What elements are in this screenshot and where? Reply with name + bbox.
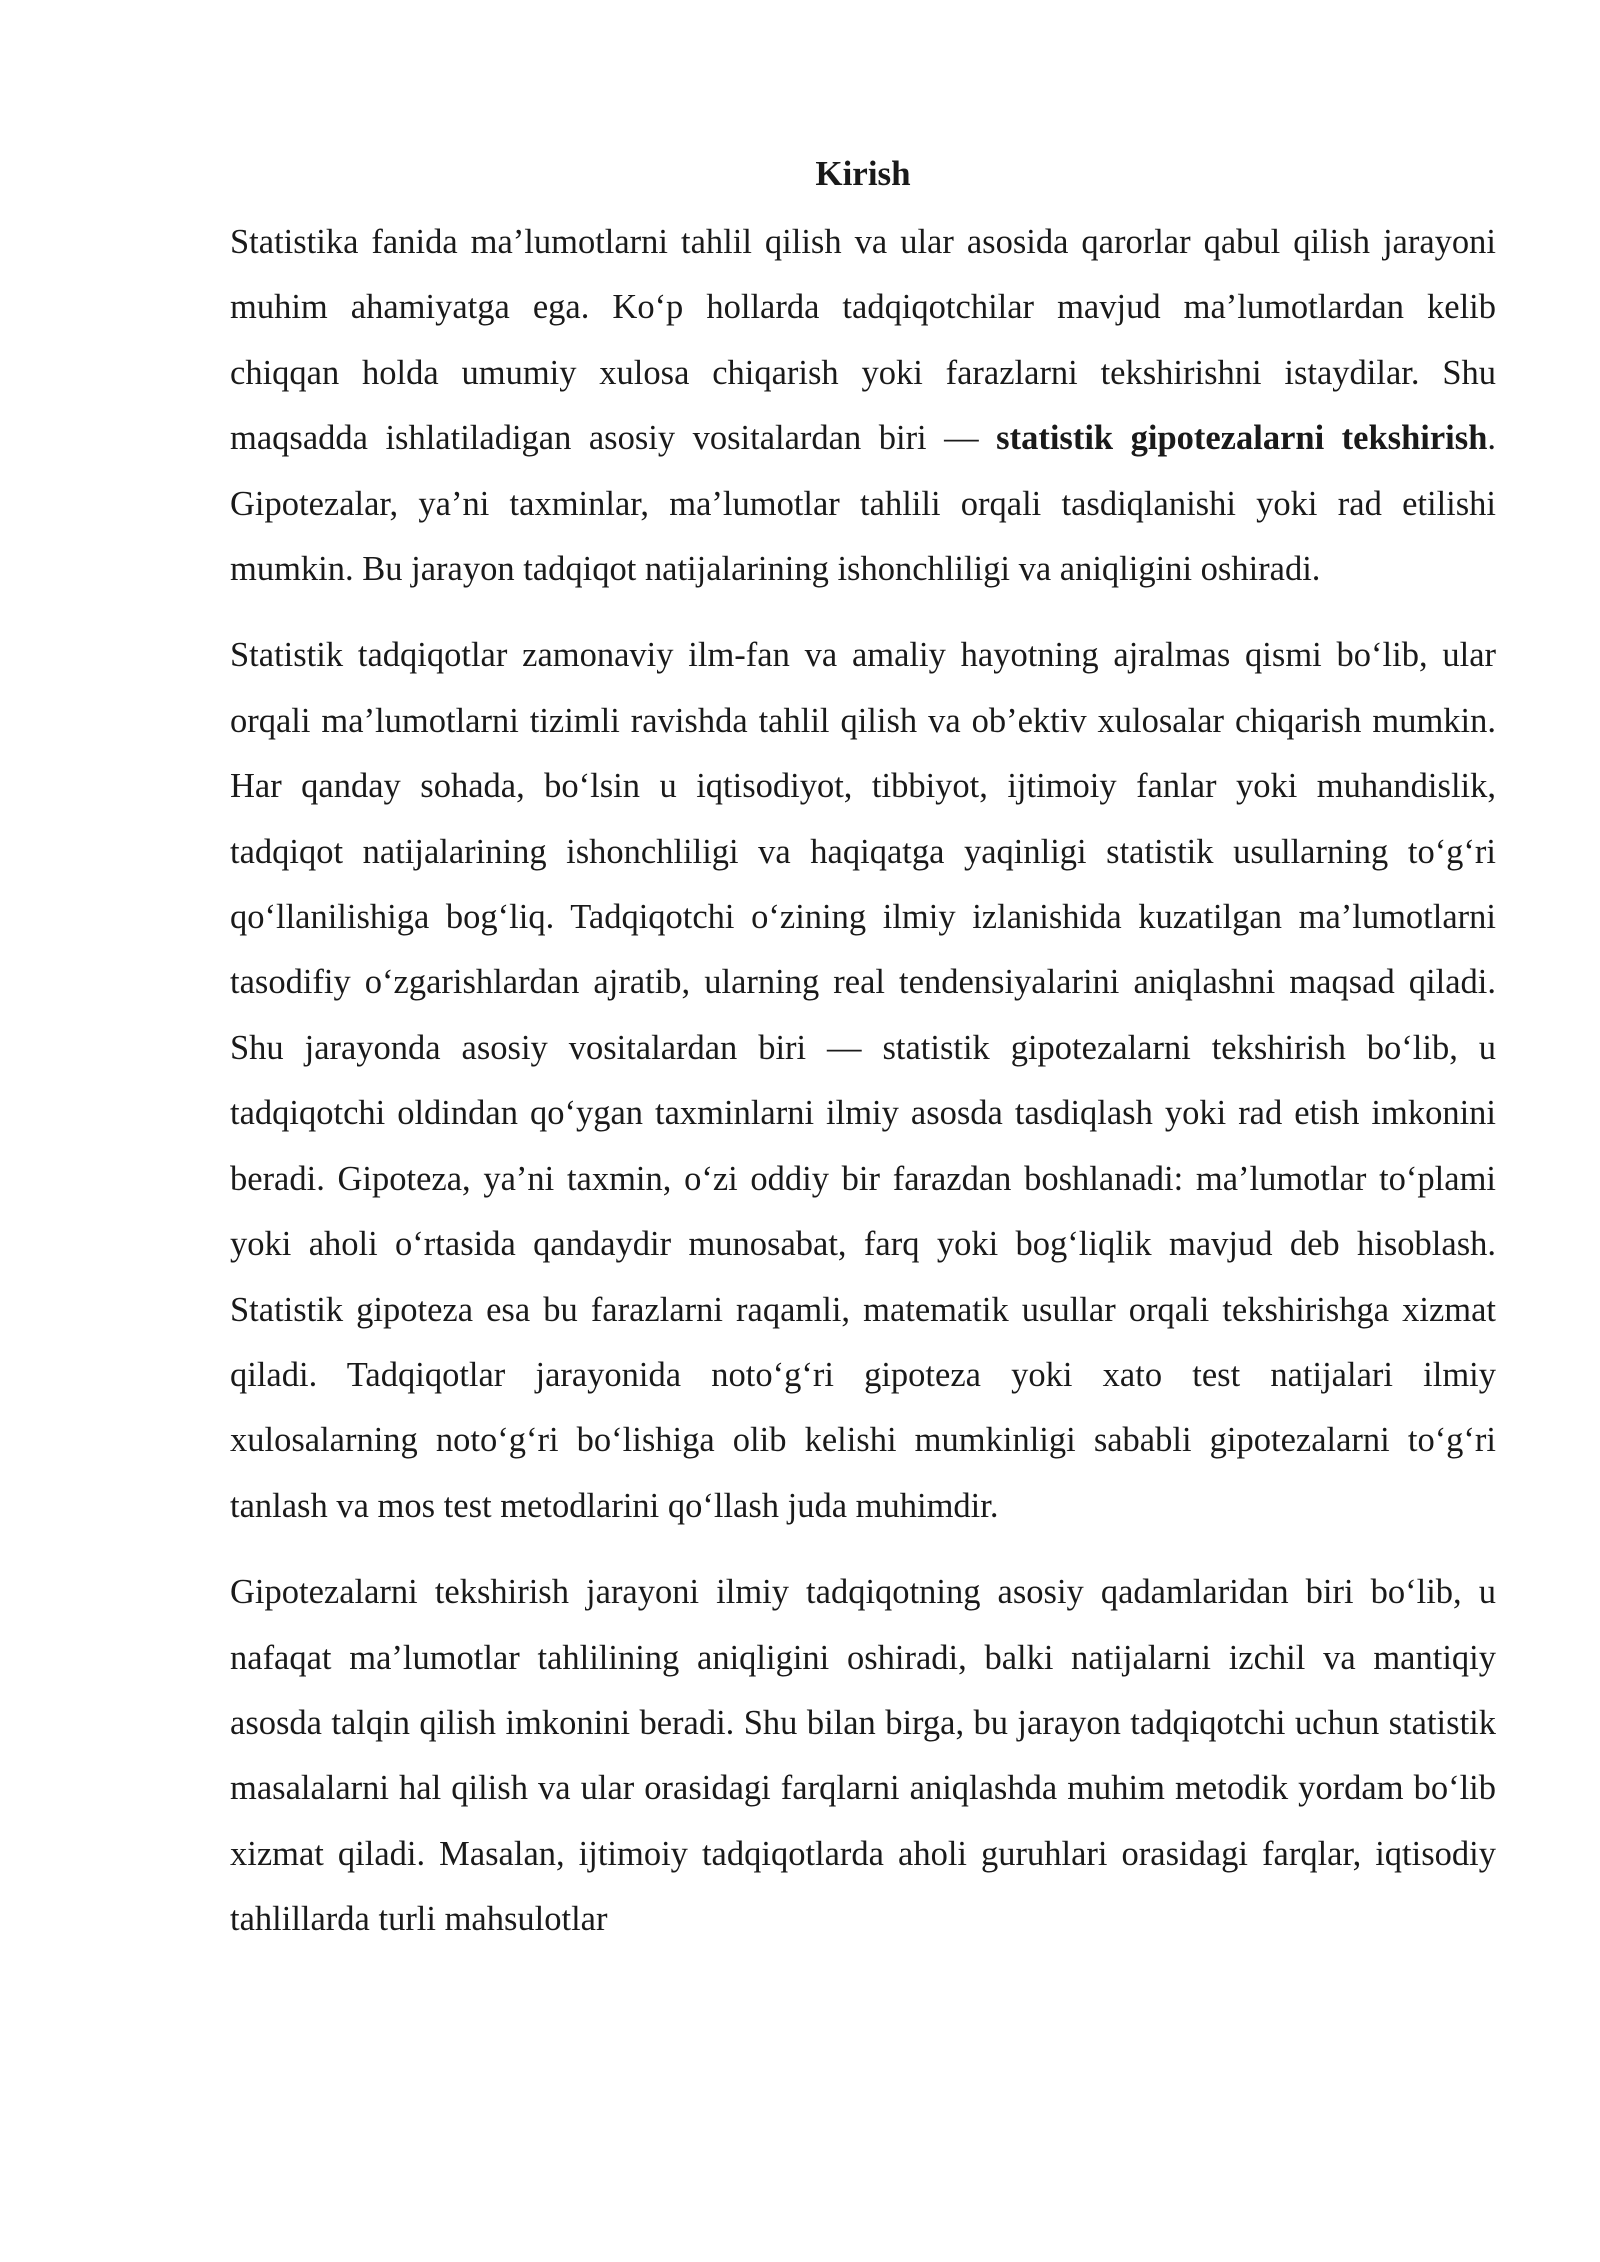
paragraph-intro-bold-term: statistik gipotezalarni tekshirish <box>996 419 1488 458</box>
paragraph-intro-text-start: Statistika fanida ma’lumotlarni tahlil qilish va ular asosida qarorlar qabul qilish jarayoni muhim ahamiyatga ega. Ko‘p hollarda tadqiqotchilar mavjud ma’lumotlardan kelib chiqqan holda umumiy xulosa chiqarish yoki farazlarni tekshirishni istaydilar. Shu maqsadda ishlatiladigan asosiy vositalardan biri — <box>230 223 1496 458</box>
paragraph-intro-text-end: . Gipotezalar, ya’ni taxminlar, ma’lumotlar tahlili orqali tasdiqlanishi yoki rad etilishi mumkin. Bu jarayon tadqiqot natijalarining ishonchliligi va aniqligini oshiradi. <box>230 419 1497 589</box>
document-page <box>230 150 1496 1974</box>
page-title: Kirish <box>815 154 911 193</box>
paragraph-statistical-research: Statistik tadqiqotlar zamonaviy ilm-fan va amaliy hayotning ajralmas qismi bo‘lib, ular orqali ma’lumotlarni tizimli ravishda tahlil qilish va ob’ektiv xulosalar chiqarish mumkin. Har qanday sohada, bo‘lsin u iqtisodiyot, tibbiyot, ijtimoiy fanlar yoki muhandislik, tadqiqot natijalarining ishonchliligi va haqiqatga yaqinligi statistik usullarning to‘g‘ri qo‘llanilishiga bog‘liq. Tadqiqotchi o‘zining ilmiy izlanishida kuzatilgan ma’lumotlarni tasodifiy o‘zgarishlardan ajratib, ularning real tendensiyalarini aniqlashni maqsad qiladi. Shu jarayonda asosiy vositalardan biri — statistik gipotezalarni tekshirish bo‘lib, u tadqiqotchi oldindan qo‘ygan taxminlarni ilmiy asosda tasdiqlash yoki rad etish imkonini beradi. Gipoteza, ya’ni taxmin, o‘zi oddiy bir farazdan boshlanadi: ma’lumotlar to‘plami yoki aholi o‘rtasida qandaydir munosabat, farq yoki bog‘liqlik mavjud deb hisoblash. Statistik gipoteza esa bu farazlarni raqamli, matematik usullar orqali tekshirishga xizmat qiladi. Tadqiqotlar jarayonida noto‘g‘ri gipoteza yoki xato test natijalari ilmiy xulosalarning noto‘g‘ri bo‘lishiga olib kelishi mumkinligi sababli gipotezalarni to‘g‘ri tanlash va mos test metodlarini qo‘llash juda muhimdir. <box>230 636 1496 1525</box>
paragraph-hypothesis-testing: Gipotezalarni tekshirish jarayoni ilmiy tadqiqotning asosiy qadamlaridan biri bo‘lib, u nafaqat ma’lumotlar tahlilining aniqligini oshiradi, balki natijalarni izchil va mantiqiy asosda talqin qilish imkonini beradi. Shu bilan birga, bu jarayon tadqiqotchi uchun statistik masalalarni hal qilish va ular orasidagi farqlarni aniqlashda muhim metodik yordam bo‘lib xizmat qiladi. Masalan, ijtimoiy tadqiqotlarda aholi guruhlari orasidagi farqlar, iqtisodiy tahlillarda turli mahsulotlar <box>230 1573 1496 1939</box>
paragraph-intro <box>230 210 1496 602</box>
